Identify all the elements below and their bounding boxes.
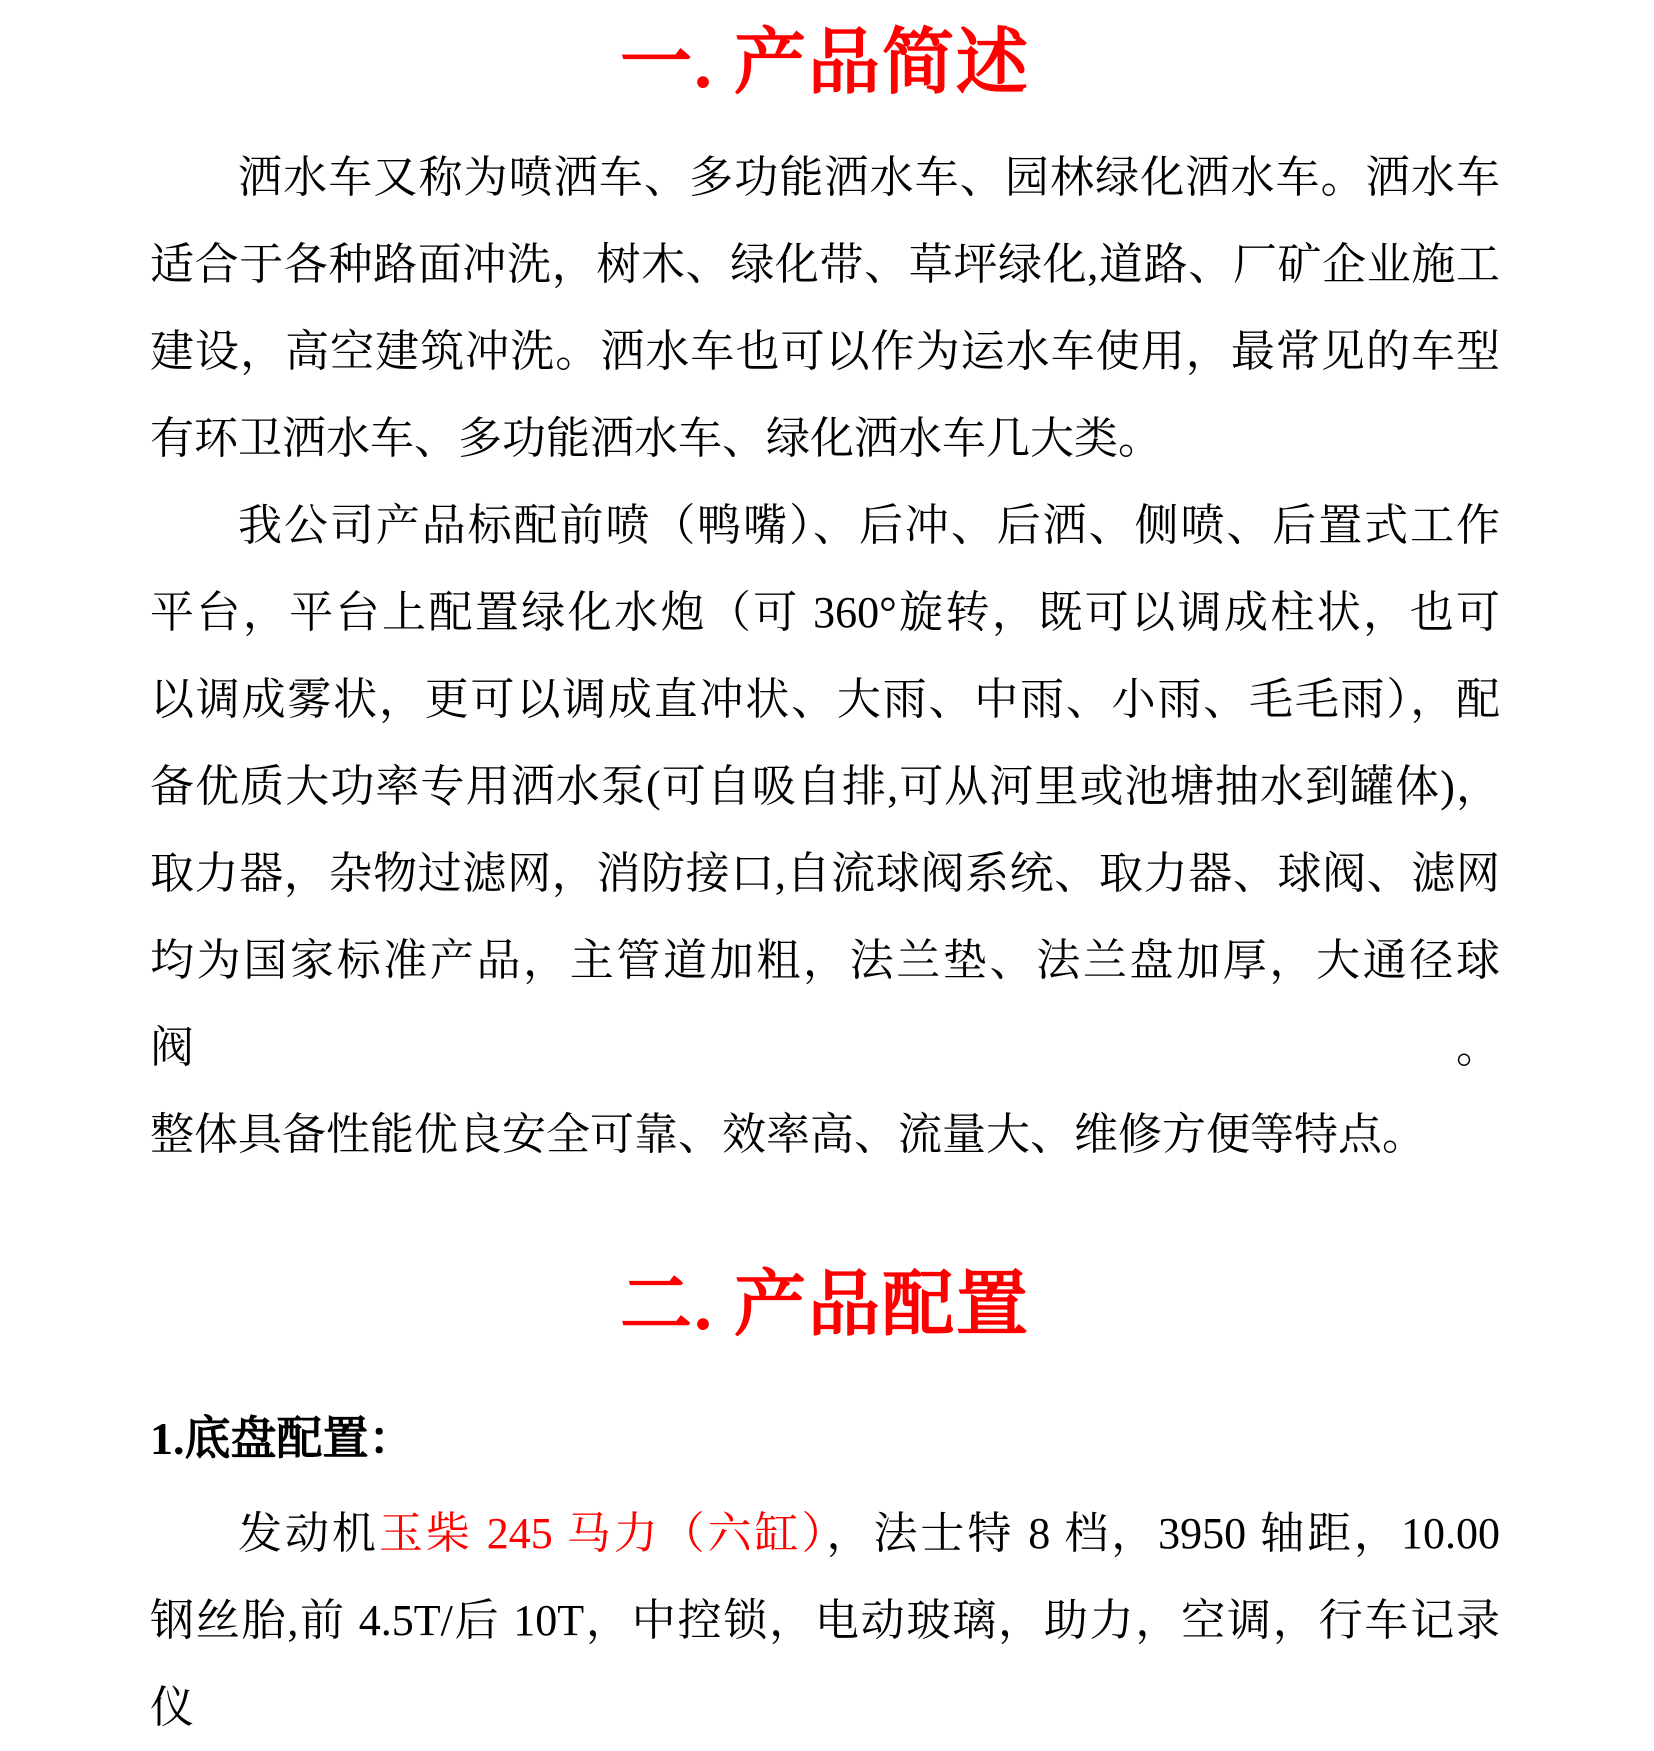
paragraph-line: 均为国家标准产品，主管道加粗，法兰垫、法兰盘加厚，大通径球阀。 [150, 936, 1500, 1072]
chassis-line1-suffix: ，法士特 8 档，3950 轴距，10.00 [826, 1509, 1501, 1558]
paragraph-line: 我公司产品标配前喷（鸭嘴）、后冲、后洒、侧喷、后置式工作 [238, 501, 1500, 550]
paragraph-line: 钢丝胎,前 4.5T/后 10T，中控锁，电动玻璃，助力，空调，行车记录 [150, 1596, 1500, 1645]
paragraph-line: 适合于各种路面冲洗，树木、绿化带、草坪绿化,道路、厂矿企业施工 [150, 240, 1500, 289]
chassis-line1-prefix: 发动机 [238, 1509, 379, 1558]
paragraph-line: 建设，高空建筑冲洗。洒水车也可以作为运水车使用，最常见的车型 [150, 327, 1500, 376]
section1-paragraph1 [150, 134, 1500, 482]
paragraph-line: 以调成雾状，更可以调成直冲状、大雨、中雨、小雨、毛毛雨），配 [150, 675, 1500, 724]
paragraph-line: 备优质大功率专用洒水泵(可自吸自排,可从河里或池塘抽水到罐体)， [150, 762, 1500, 811]
paragraph-line: 仪 [150, 1683, 194, 1732]
section1-paragraph2 [150, 482, 1500, 1178]
engine-highlight-text: 玉柴 245 马力（六缸） [378, 1509, 827, 1558]
paragraph-line: 平台，平台上配置绿化水炮（可 360°旋转，既可以调成柱状，也可 [150, 588, 1500, 637]
paragraph-line: 有环卫洒水车、多功能洒水车、绿化洒水车几大类。 [150, 414, 1162, 463]
section1-title: 一. 产品简述 [619, 23, 1030, 103]
chassis-config-heading: 1.底盘配置： [150, 1413, 415, 1464]
section2-title: 二. 产品配置 [619, 1265, 1030, 1345]
paragraph-line: 取力器，杂物过滤网，消防接口,自流球阀系统、取力器、球阀、滤网 [150, 849, 1500, 898]
paragraph-line [150, 1490, 1500, 1577]
section2-chassis-paragraph [150, 1490, 1500, 1751]
paragraph-line: 整体具备性能优良安全可靠、效率高、流量大、维修方便等特点。 [150, 1110, 1426, 1159]
paragraph-line: 洒水车又称为喷洒车、多功能洒水车、园林绿化洒水车。洒水车 [238, 153, 1500, 202]
